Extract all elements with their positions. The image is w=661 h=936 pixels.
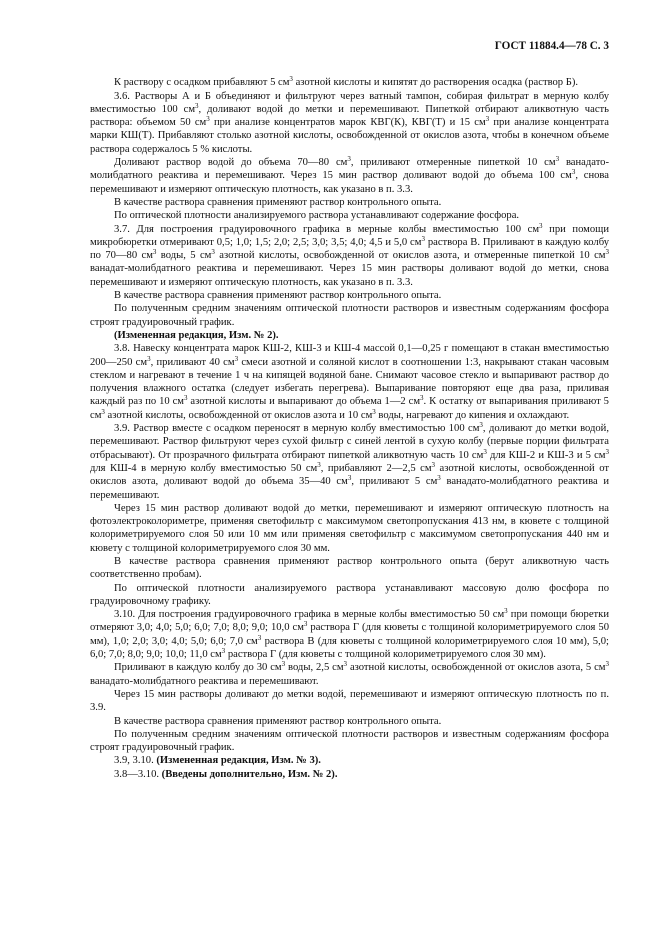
paragraph: В качестве раствора сравнения применяют раствор контрольного опыта. <box>114 196 442 208</box>
superscript-3: 3 <box>234 354 239 363</box>
superscript-3: 3 <box>147 354 151 363</box>
paragraph: Доливают раствор водой до объема 70—80 $см^3$, приливают отмеренные пипеткой 10 $см^3$ ванадато-молибдатного реактива и перемешивают. Через 15 мин раствор доливают водой до объема 100 $см^3$, снова перемешивают и измеряют оптическую плотность, как указано в п. 3.3. <box>90 155 610 195</box>
paragraph: По оптической плотности анализируемого раствора устанавливают массовую долю фосфора по градуировочному графику. <box>90 582 609 607</box>
superscript-3: 3 <box>431 460 436 469</box>
superscript-3: 3 <box>605 660 609 669</box>
page-header: ГОСТ 11884.4—78 С. 3 <box>494 40 609 52</box>
superscript-3: 3 <box>483 447 487 456</box>
paragraph: 3.8. Навеску концентрата марок КШ-2, КШ-3 и КШ-4 массой 0,1—0,25 г помещают в стакан вместимостью 200—250 $см^3$, приливают 40 $см^3$ смеси азотной и соляной кислот в соотношении 1:3, накрывают стакан часовым стеклом и нагревают в течение 1 ч на кипящей водяной бане. Снимают часовое стекло и выпаривают раствор до получения влажного остатка (следует избегать перегрева). Выпаривание повторяют еще два раза, приливая каждый раз по 10 $см^3$ азотной кислоты и выпаривают до объема 1—2 $см^3$. К остатку от выпаривания приливают 5 $см^3$ азотной кислоты, освобожденной от окислов азота и 10 $см^3$ воды, нагревают до кипения и охлаждают. <box>90 343 610 421</box>
superscript-3: 3 <box>420 394 424 403</box>
superscript-3: 3 <box>421 234 425 243</box>
paragraph: В качестве раствора сравнения применяют раствор контрольного опыта (берут аликвотную часть соответственно пробам). <box>90 555 609 581</box>
superscript-3: 3 <box>343 660 348 669</box>
superscript-3: 3 <box>555 155 560 164</box>
paragraph: 3.6. Растворы А и Б объединяют и фильтруют через ватный тампон, собирая фильтрат в мерную колбу вместимостью 100 $см^3$, доливают водой до метки и перемешивают. Пипеткой отбирают аликвотную часть раствора: объемом 50 $см^3$ при анализе концентратов марок КВГ(К), КВГ(Т) и 15 $см^3$ при анализе концентрата марки КШ(Т). Прибавляют столько азотной кислоты, освобожденной от окислов азота, чтобы в конечном объеме раствора содержалось 5 % кислоты. <box>90 90 609 155</box>
paragraph: Приливают в каждую колбу до 30 $см^3$ воды, 2,5 $см^3$ азотной кислоты, освобожденной от окислов азота, 5 $см^3$ ванадато-молибдатного реактива и перемешивают. <box>90 660 609 687</box>
superscript-3: 3 <box>437 474 441 483</box>
superscript-3: 3 <box>539 221 543 230</box>
paragraph: 3.10. Для построения градуировочного графика в мерные колбы вместимостью 50 $см^3$ при помощи бюретки отмеряют 3,0; 4,0; 5,0; 6,0; 7,0; 8,0; 9,0; 10,0 $см^3$ раствора Г (для кюветы с толщиной колориметрируемого слоя 50 мм), 1,0; 2,0; 3,0; 4,0; 5,0; 6,0; 7,0 $см^3$ раствора В (для кюветы с толщиной колориметрируемого слоя 10 мм), 5,0; 6,0; 7,0; 8,0; 9,0; 10,0; 11,0 $см^3$ раствора Г (для кюветы с толщиной колориметрируемого слоя 30 мм). <box>90 607 609 661</box>
superscript-3: 3 <box>571 168 576 177</box>
superscript-3: 3 <box>347 474 352 483</box>
superscript-3: 3 <box>605 248 610 257</box>
paragraph: В качестве раствора сравнения применяют раствор контрольного опыта. <box>114 715 442 727</box>
superscript-3: 3 <box>195 101 199 110</box>
superscript-3: 3 <box>504 607 508 616</box>
superscript-3: 3 <box>372 407 376 416</box>
amendment-note: (Введены дополнительно, Изм. № 2). <box>161 768 338 780</box>
paragraph: По оптической плотности анализируемого раствора устанавливают содержание фосфора. <box>114 210 520 222</box>
paragraph: 3.9. Раствор вместе с осадком переносят в мерную колбу вместимостью 100 $см^3$, доливают до метки водой, перемешивают. Раствор фильтруют через сухой фильтр с синей лентой в сухую колбу (первые порции фильтрата отбрасывают). От прозрачного фильтрата отбирают пипеткой аликвотную часть 10 $см^3$ для КШ-2 и КШ-3 и 5 $см^3$ для КШ-4 в мерную колбу вместимостью 50 $см^3$, прибавляют 2—2,5 $см^3$ азотной кислоты, освобожденной от окислов азота, доливают водой до объема 35—40 $см^3$, приливают 5 $см^3$ ванадато-молибдатного реактива и перемешивают. <box>90 421 610 501</box>
paragraph: 3.8—3.10. (Введены дополнительно, Изм. № 2). <box>114 768 338 780</box>
superscript-3: 3 <box>479 421 483 430</box>
superscript-3: 3 <box>605 447 609 456</box>
paragraph: 3.9, 3.10. (Измененная редакция, Изм. № 3). <box>114 755 321 767</box>
superscript-3: 3 <box>303 620 308 629</box>
superscript-3: 3 <box>281 660 286 669</box>
paragraph: 3.7. Для построения градуировочного графика в мерные колбы вместимостью 100 $см^3$ при помощи микробюретки отмеривают 0,5; 1,0; 1,5; 2,0; 2,5; 3,0; 3,5; 4,0; 4,5 и 5,0 $см^3$ раствора В. Приливают в каждую колбу по 70—80 $см^3$ воды, 5 $см^3$ азотной кислоты, освобожденной от окислов азота, и отмеренные пипеткой 10 $см^3$ ванадат-молибдатного реактива и перемешивают. Через 15 мин растворы доливают водой до метки, снова перемешивают и измеряют оптическую плотность, как указано в п. 3.3. <box>90 221 610 288</box>
amendment-note: (Измененная редакция, Изм. № 3). <box>156 755 321 767</box>
superscript-3: 3 <box>485 115 490 124</box>
paragraph: По полученным средним значениям оптической плотности растворов и известным содержаниям фосфора строят градуировочный график. <box>90 303 609 328</box>
paragraph: Через 15 мин растворы доливают до метки водой, перемешивают и измеряют оптическую плотность по п. 3.9. <box>90 688 609 714</box>
document-body <box>90 76 609 781</box>
superscript-3: 3 <box>183 394 188 403</box>
superscript-3: 3 <box>152 248 157 257</box>
superscript-3: 3 <box>221 647 226 656</box>
superscript-3: 3 <box>317 460 321 469</box>
paragraph: В качестве раствора сравнения применяют раствор контрольного опыта. <box>114 290 442 302</box>
paragraph: По полученным средним значениям оптической плотности растворов и известным содержаниям фосфора строят градуировочный график. <box>90 728 609 754</box>
paragraph: К раствору с осадком прибавляют 5 $см^3$ азотной кислоты и кипятят до растворения осадка (раствор Б). <box>114 75 579 89</box>
superscript-3: 3 <box>206 115 210 124</box>
superscript-3: 3 <box>289 75 293 84</box>
paragraph: (Измененная редакция, Изм. № 2). <box>114 329 279 341</box>
superscript-3: 3 <box>347 155 351 164</box>
paragraph: Через 15 мин раствор доливают водой до метки, перемешивают и измеряют оптическую плотность на фотоэлектроколориметре, применяя светофильтр с максимумом светопропускания 413 нм, в кювете с толщиной колориметрируемого слоя 50 или 10 мм или применяя светофильтр с максимумом светопропускания 440 нм и кювету с толщиной колориметрируемого слоя 30 мм. <box>90 502 609 554</box>
superscript-3: 3 <box>101 407 105 416</box>
superscript-3: 3 <box>211 248 215 257</box>
superscript-3: 3 <box>257 633 262 642</box>
